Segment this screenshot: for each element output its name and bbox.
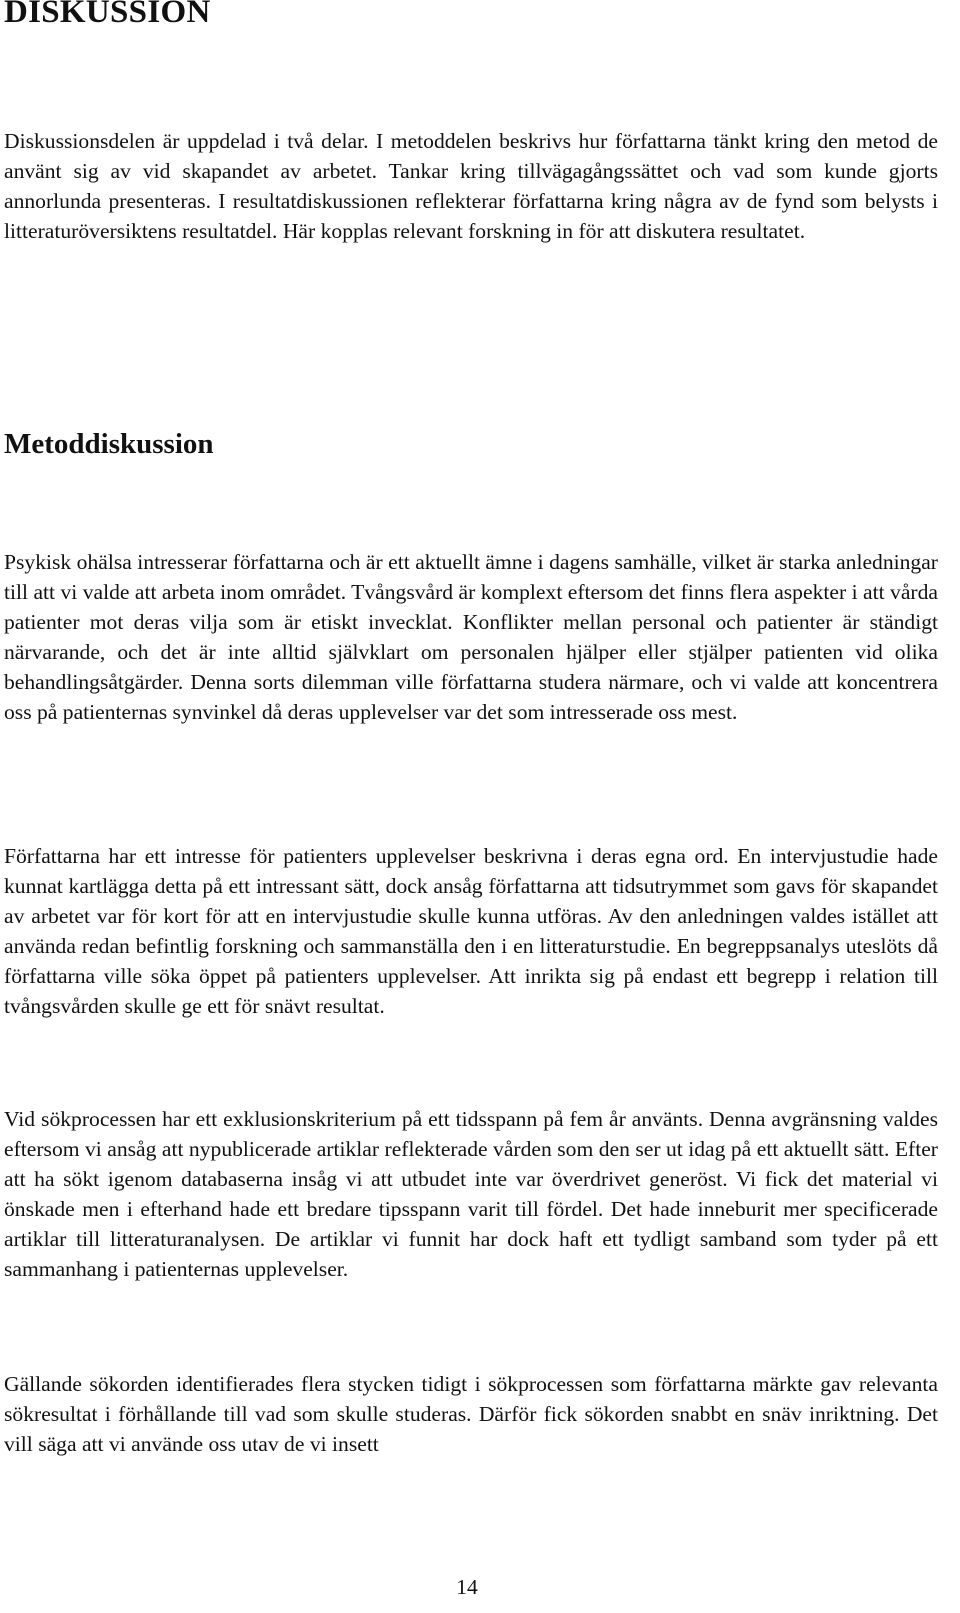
subsection-heading: Metoddiskussion: [4, 428, 214, 460]
body-paragraph: Gällande sökorden identifierades flera stycken tidigt i sökprocessen som författarna märkte gav relevanta sökresultat i förhållande till vad som skulle studeras. Därför fick sökorden snabbt en snäv inriktning. Det vill säga att vi använde oss utav de vi insett: [4, 1372, 938, 1456]
body-paragraph: Vid sökprocessen har ett exklusionskriterium på ett tidsspann på fem år använts. Denna avgränsning valdes eftersom vi ansåg att nypublicerade artiklar reflekterade vården som den ser ut idag på ett aktuellt sätt. Efter att ha sökt igenom databaserna insåg vi att utbudet inte var överdrivet generöst. Vi fick det material vi önskade men i efterhand hade ett bredare tipsspann varit till fördel. Det hade inneburit mer specificerade artiklar till litteraturanalysen. De artiklar vi funnit har dock haft ett tydligt samband som tyder på ett sammanhang i patienternas upplevelser.: [4, 1107, 938, 1281]
body-paragraph: Psykisk ohälsa intresserar författarna och är ett aktuellt ämne i dagens samhälle, vilket är starka anledningar till att vi valde att arbeta inom området. Tvångsvård är komplext eftersom det finns flera aspekter i att vårda patienter mot deras vilja som är etiskt invecklat. Konflikter mellan personal och patienter är ständigt närvarande, och det är inte alltid självklart om personalen hjälper eller stjälper patienten vid olika behandlingsåtgärder. Denna sorts dilemman ville författarna studera närmare, och vi valde att koncentrera oss på patienternas synvinkel då deras upplevelser var det som intresserade oss mest.: [4, 550, 938, 724]
section-heading: DISKUSSION: [4, 0, 211, 30]
body-paragraph: Författarna har ett intresse för patienters upplevelser beskrivna i deras egna ord. En intervjustudie hade kunnat kartlägga detta på ett intressant sätt, dock ansåg författarna att tidsutrymmet som gavs för skapandet av arbetet var för kort för att en intervjustudie skulle kunna utföras. Av den anledningen valdes istället att använda redan befintlig forskning och sammanställa den i en litteraturstudie. En begreppsanalys uteslöts då författarna ville söka öppet på patienters upplevelser. Att inrikta sig på endast ett begrepp i relation till tvångsvården skulle ge ett för snävt resultat.: [4, 844, 938, 1018]
page-number: 14: [456, 1575, 478, 1599]
intro-paragraph: Diskussionsdelen är uppdelad i två delar. I metoddelen beskrivs hur författarna tänkt kring den metod de använt sig av vid skapandet av arbetet. Tankar kring tillvägagångssättet och vad som kunde gjorts annorlunda presenteras. I resultatdiskussionen reflekterar författarna kring några av de fynd som belysts i litteraturöversiktens resultatdel. Här kopplas relevant forskning in för att diskutera resultatet.: [4, 129, 938, 243]
